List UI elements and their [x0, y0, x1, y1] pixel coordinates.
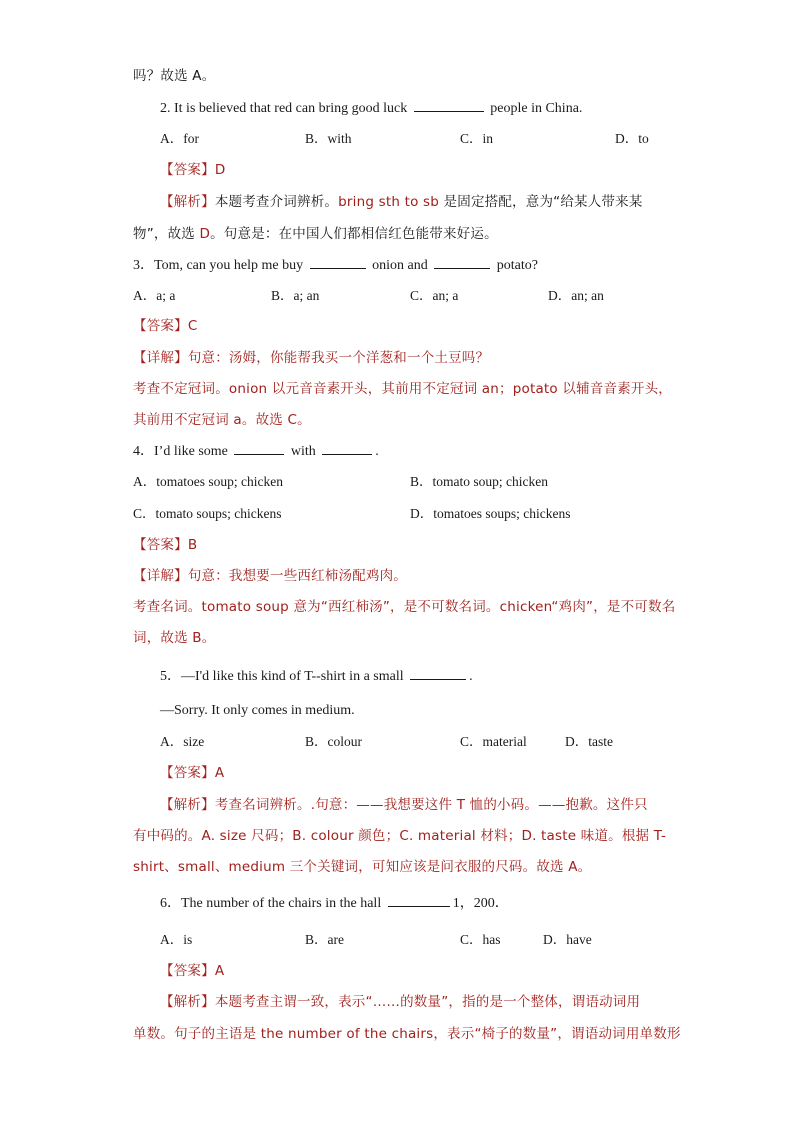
option-b: B．colour: [305, 734, 362, 749]
explanation-line-1: 【解析】考查名词辨析。.句意：——我想要这件 T 恤的小码。——抱歉。这件只: [160, 797, 648, 813]
option-d: D．an; an: [548, 288, 604, 303]
detail-line-1: 【详解】句意：汤姆，你能帮我买一个洋葱和一个土豆吗？: [133, 350, 490, 366]
option-c: C．an; a: [410, 288, 459, 303]
detail-line-3: 其前用不定冠词 a。故选 C。: [133, 412, 311, 428]
option-d: D．to: [615, 131, 649, 146]
explanation-line-2: 单数。句子的主语是 the number of the chairs，表示“椅子的数量”，谓语动词用单数形: [133, 1026, 681, 1042]
option-c: C．material: [460, 734, 527, 749]
answer-line: 【答案】C: [133, 318, 198, 334]
option-a: A．a; a: [133, 288, 176, 303]
detail-line-1: 【详解】句意：我想要一些西红柿汤配鸡肉。: [133, 568, 408, 584]
option-c: C．has: [460, 932, 501, 947]
answer-blank: [434, 256, 490, 269]
detail-line-2: 考查名词。tomato soup 意为“西红柿汤”，是不可数名词。chicken“鸡肉”，是不可数名: [133, 599, 676, 615]
option-b: B．with: [305, 131, 352, 146]
question-6-stem: 6．The number of the chairs in the hall 1，200．: [160, 896, 509, 911]
option-a: A．is: [160, 932, 193, 947]
option-b: B．a; an: [271, 288, 320, 303]
answer-blank: [322, 442, 372, 455]
explanation-line-3: shirt、small、medium 三个关键词，可知应该是问衣服的尺码。故选 A。: [133, 859, 592, 875]
explanation-line-2: 物”，故选 D。句意是：在中国人们都相信红色能带来好运。: [133, 226, 498, 242]
option-d: D．taste: [565, 734, 613, 749]
answer-line: 【答案】A: [160, 765, 225, 781]
option-d: D．tomatoes soups; chickens: [410, 506, 571, 521]
answer-line: 【答案】D: [160, 162, 226, 178]
option-a: A．size: [160, 734, 205, 749]
detail-line-2: 考查不定冠词。onion 以元音音素开头，其前用不定冠词 an；potato 以辅音音素开头，: [133, 381, 672, 397]
answer-blank: [410, 667, 466, 680]
explanation-line-1: 【解析】本题考查介词辨析。bring sth to sb 是固定搭配，意为“给某人带来某: [160, 194, 643, 210]
option-a: A．tomatoes soup; chicken: [133, 474, 283, 489]
answer-line: 【答案】B: [133, 537, 198, 553]
detail-line-3: 词，故选 B。: [133, 630, 216, 646]
option-b: B．are: [305, 932, 344, 947]
option-d: D．have: [543, 932, 592, 947]
answer-blank: [234, 442, 284, 455]
question-2-stem: 2. It is believed that red can bring good luck people in China.: [160, 101, 583, 116]
answer-blank: [388, 894, 450, 907]
option-b: B．tomato soup; chicken: [410, 474, 548, 489]
option-c: C．tomato soups; chickens: [133, 506, 282, 521]
answer-blank: [414, 99, 484, 112]
continuation-text: 吗？故选 A。: [133, 68, 216, 84]
option-c: C．in: [460, 131, 494, 146]
explanation-line-1: 【解析】本题考查主谓一致，表示“……的数量”，指的是一个整体，谓语动词用: [160, 994, 641, 1010]
answer-blank: [310, 256, 366, 269]
question-5-reply: —Sorry. It only comes in medium.: [160, 703, 355, 718]
option-a: A．for: [160, 131, 199, 146]
question-5-stem: 5．—I'd like this kind of T--shirt in a small .: [160, 669, 473, 684]
answer-line: 【答案】A: [160, 963, 225, 979]
question-3-stem: 3．Tom, can you help me buy onion and potato?: [133, 258, 538, 273]
explanation-line-2: 有中码的。A. size 尺码；B. colour 颜色；C. material 材料；D. taste 味道。根据 T-: [133, 828, 667, 844]
question-4-stem: 4．I’d like some with .: [133, 444, 379, 459]
